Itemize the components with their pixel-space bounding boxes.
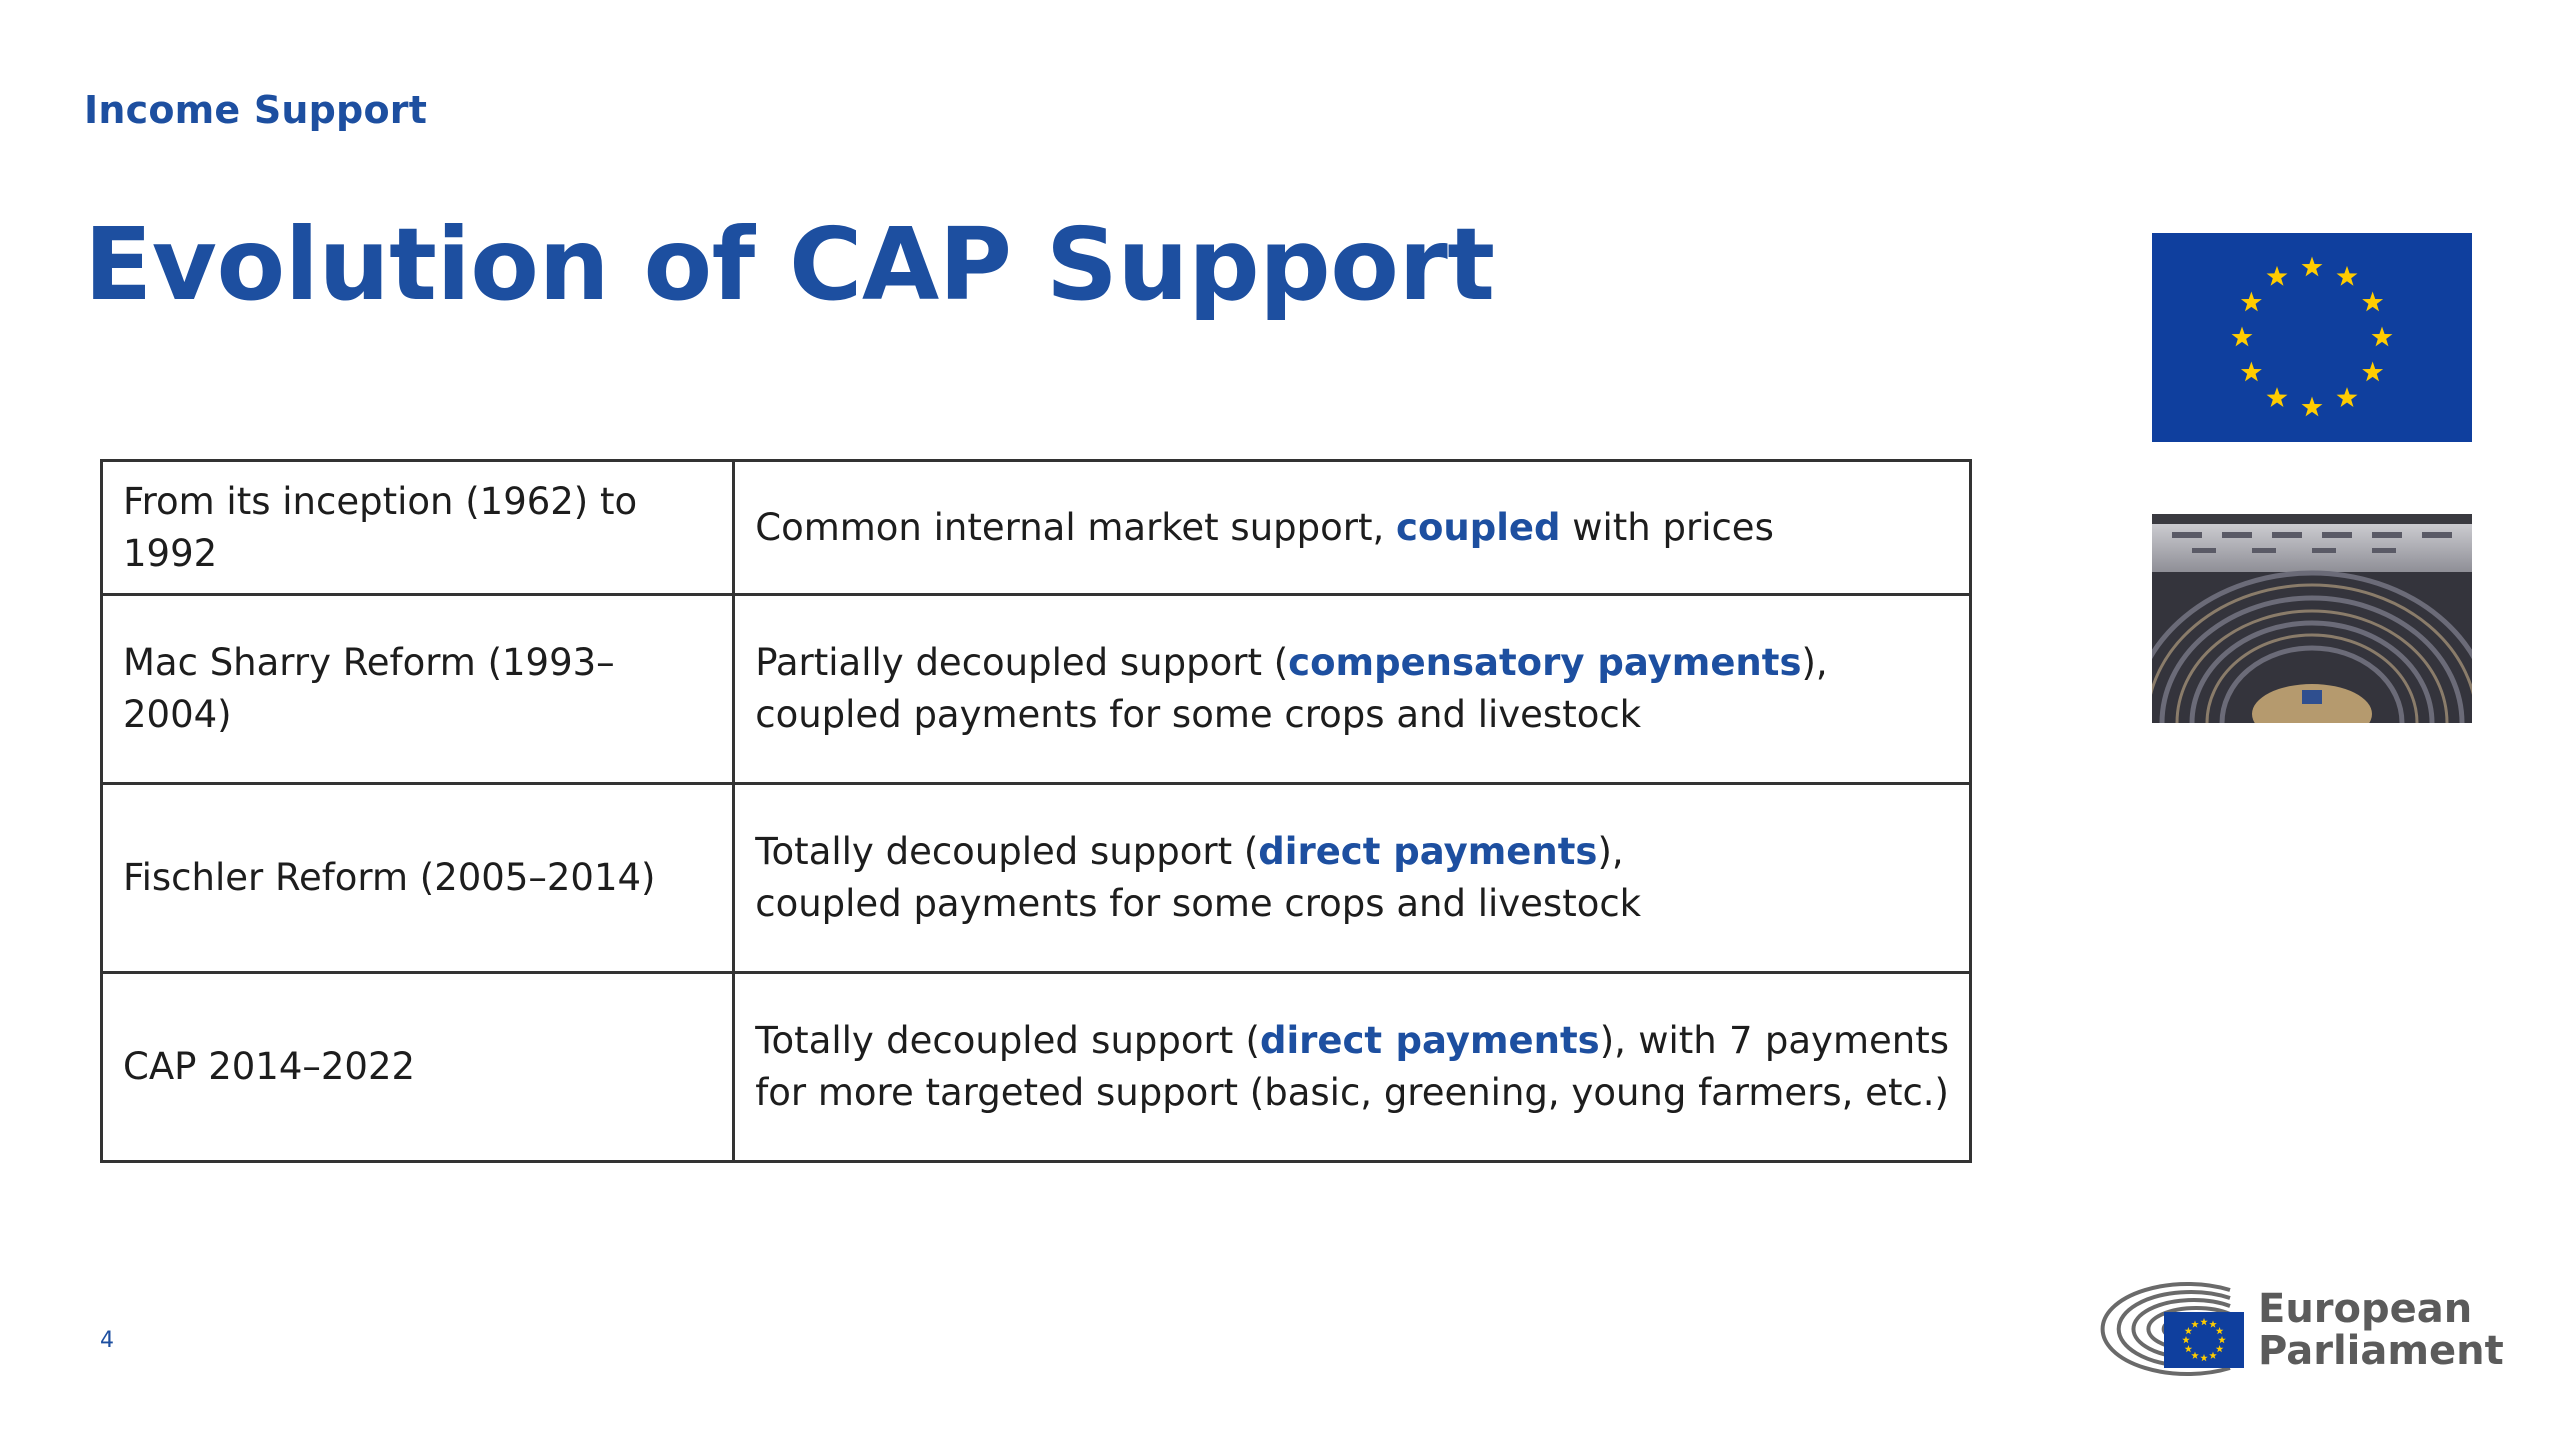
ep-logo-line2: Parliament xyxy=(2258,1328,2504,1374)
description-line xyxy=(755,502,1949,554)
highlighted-term: direct payments xyxy=(1259,1019,1600,1063)
description-cell xyxy=(734,461,1971,595)
description-cell xyxy=(734,973,1971,1162)
table-row xyxy=(102,461,1971,595)
description-text: Common internal market support, xyxy=(755,505,1397,549)
period-label: CAP 2014–2022 xyxy=(123,1045,416,1089)
table-row xyxy=(102,784,1971,973)
page-number: 4 xyxy=(100,1328,114,1353)
table-row xyxy=(102,595,1971,784)
period-cell xyxy=(102,973,734,1162)
description-line xyxy=(755,878,1949,930)
description-line xyxy=(755,637,1949,689)
highlighted-term: compensatory payments xyxy=(1288,641,1802,685)
table-row xyxy=(102,973,1971,1162)
description-line xyxy=(755,1067,1949,1119)
cap-evolution-table xyxy=(100,459,1972,1163)
period-cell xyxy=(102,595,734,784)
period-label: Fischler Reform (2005–2014) xyxy=(123,856,656,900)
ep-logo-text xyxy=(2258,1288,2504,1372)
eu-flag-image xyxy=(2152,233,2472,442)
ep-hemicycle-logo-icon xyxy=(2060,1268,2260,1380)
slide-title: Evolution of CAP Support xyxy=(84,206,1495,323)
period-cell xyxy=(102,461,734,595)
section-label: Income Support xyxy=(84,88,428,132)
description-cell xyxy=(734,784,1971,973)
description-text: coupled payments for some crops and livestock xyxy=(755,882,1642,925)
description-text: Totally decoupled support ( xyxy=(755,830,1259,874)
period-label: Mac Sharry Reform (1993–2004) xyxy=(123,641,615,736)
description-text: for more targeted support (basic, greening, young farmers, etc.) xyxy=(755,1071,1949,1114)
period-cell xyxy=(102,784,734,973)
period-label: From its inception (1962) to 1992 xyxy=(123,479,638,575)
description-text: ), xyxy=(1597,830,1624,874)
description-text: Partially decoupled support ( xyxy=(755,641,1289,685)
description-line xyxy=(755,1015,1949,1067)
description-line xyxy=(755,826,1949,878)
hemicycle-photo-icon xyxy=(2152,514,2472,723)
parliament-hemicycle-photo xyxy=(2152,514,2472,723)
eu-flag-icon xyxy=(2152,233,2472,442)
description-cell xyxy=(734,595,1971,784)
description-text: ), xyxy=(1801,641,1828,685)
description-line xyxy=(755,689,1949,741)
highlighted-term: direct payments xyxy=(1258,830,1598,874)
description-text: with prices xyxy=(1560,505,1774,549)
description-text: coupled payments for some crops and livestock xyxy=(755,693,1642,736)
description-text: Totally decoupled support ( xyxy=(755,1019,1260,1063)
highlighted-term: coupled xyxy=(1396,505,1561,549)
description-text: ), with 7 payments xyxy=(1599,1019,1949,1063)
ep-logo-line1: European xyxy=(2258,1286,2473,1332)
